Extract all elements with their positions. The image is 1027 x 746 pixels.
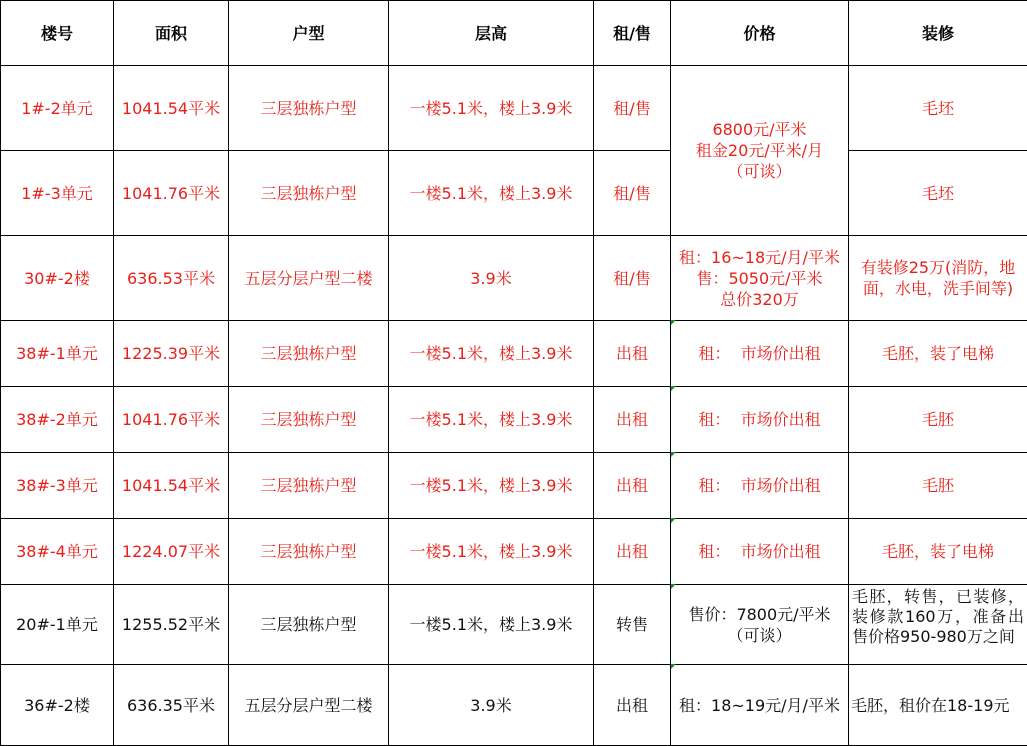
- comment-marker-icon: [671, 584, 676, 589]
- cell-height: 一楼5.1米，楼上3.9米: [389, 66, 594, 151]
- cell-mode: 出租: [594, 387, 671, 453]
- table-row: [1, 453, 1027, 519]
- header-price: 价格: [671, 1, 849, 66]
- cell-area: 1041.76平米: [114, 151, 229, 236]
- cell-decor: 毛坯: [849, 66, 1027, 151]
- cell-price: 租： 市场价出租: [671, 519, 849, 585]
- comment-marker-icon: [671, 320, 676, 325]
- header-area: 面积: [114, 1, 229, 66]
- cell-mode: 租/售: [594, 151, 671, 236]
- cell-decor: 毛胚，租价在18-19元: [849, 665, 1027, 746]
- decor-text: 毛胚，转售，已装修，装修款160万，准备出售价格950-980万之间: [852, 587, 1024, 663]
- cell-height: 一楼5.1米，楼上3.9米: [389, 321, 594, 387]
- cell-decor: [849, 585, 1027, 665]
- header-building: 楼号: [1, 1, 114, 66]
- cell-decor: 毛胚，装了电梯: [849, 519, 1027, 585]
- cell-area: 1225.39平米: [114, 321, 229, 387]
- cell-building: 38#-3单元: [1, 453, 114, 519]
- cell-building: 1#-2单元: [1, 66, 114, 151]
- cell-building: 38#-1单元: [1, 321, 114, 387]
- cell-price: 租：16~18元/月/平米 售：5050元/平米 总价320万: [671, 236, 849, 321]
- cell-area: 1041.76平米: [114, 387, 229, 453]
- cell-mode: 转售: [594, 585, 671, 665]
- table-row: [1, 387, 1027, 453]
- comment-marker-icon: [671, 664, 676, 669]
- cell-type: 三层独栋户型: [229, 66, 389, 151]
- cell-price: 售价：7800元/平米 （可谈）: [671, 585, 849, 665]
- cell-building: 1#-3单元: [1, 151, 114, 236]
- cell-mode: 出租: [594, 321, 671, 387]
- cell-height: 一楼5.1米，楼上3.9米: [389, 453, 594, 519]
- cell-area: 636.35平米: [114, 665, 229, 746]
- cell-area: 1255.52平米: [114, 585, 229, 665]
- cell-height: 一楼5.1米，楼上3.9米: [389, 519, 594, 585]
- cell-decor: 毛胚，装了电梯: [849, 321, 1027, 387]
- cell-mode: 出租: [594, 665, 671, 746]
- cell-height: 一楼5.1米，楼上3.9米: [389, 151, 594, 236]
- table-row: [1, 236, 1027, 321]
- cell-mode: 租/售: [594, 66, 671, 151]
- cell-mode: 出租: [594, 453, 671, 519]
- header-height: 层高: [389, 1, 594, 66]
- cell-height: 一楼5.1米，楼上3.9米: [389, 387, 594, 453]
- cell-building: 20#-1单元: [1, 585, 114, 665]
- cell-price: 租： 市场价出租: [671, 453, 849, 519]
- cell-building: 38#-4单元: [1, 519, 114, 585]
- cell-area: 1224.07平米: [114, 519, 229, 585]
- table-row: [1, 321, 1027, 387]
- cell-price: 租： 市场价出租: [671, 321, 849, 387]
- cell-area: 1041.54平米: [114, 66, 229, 151]
- cell-type: 三层独栋户型: [229, 519, 389, 585]
- cell-building: 36#-2楼: [1, 665, 114, 746]
- cell-building: 30#-2楼: [1, 236, 114, 321]
- cell-type: 五层分层户型二楼: [229, 236, 389, 321]
- cell-price: 租： 市场价出租: [671, 387, 849, 453]
- comment-marker-icon: [671, 518, 676, 523]
- comment-marker-icon: [671, 386, 676, 391]
- header-decor: 装修: [849, 1, 1027, 66]
- cell-building: 38#-2单元: [1, 387, 114, 453]
- cell-decor: 有装修25万(消防，地面，水电，洗手间等): [849, 236, 1027, 321]
- cell-height: 3.9米: [389, 236, 594, 321]
- cell-mode: 租/售: [594, 236, 671, 321]
- cell-decor: 毛坯: [849, 151, 1027, 236]
- cell-height: 3.9米: [389, 665, 594, 746]
- table-row: [1, 585, 1027, 665]
- cell-area: 636.53平米: [114, 236, 229, 321]
- cell-type: 三层独栋户型: [229, 387, 389, 453]
- table-row: [1, 66, 1027, 151]
- cell-price: 6800元/平米 租金20元/平米/月 （可谈）: [671, 66, 849, 236]
- cell-type: 三层独栋户型: [229, 321, 389, 387]
- cell-type: 五层分层户型二楼: [229, 665, 389, 746]
- cell-decor: 毛胚: [849, 387, 1027, 453]
- header-mode: 租/售: [594, 1, 671, 66]
- table-row: [1, 519, 1027, 585]
- table-row: [1, 151, 1027, 236]
- cell-price: 租：18~19元/月/平米: [671, 665, 849, 746]
- table-row: [1, 665, 1027, 746]
- cell-area: 1041.54平米: [114, 453, 229, 519]
- cell-type: 三层独栋户型: [229, 453, 389, 519]
- comment-marker-icon: [671, 452, 676, 457]
- cell-mode: 出租: [594, 519, 671, 585]
- cell-height: 一楼5.1米，楼上3.9米: [389, 585, 594, 665]
- header-row: [1, 1, 1027, 66]
- header-type: 户型: [229, 1, 389, 66]
- cell-type: 三层独栋户型: [229, 585, 389, 665]
- cell-type: 三层独栋户型: [229, 151, 389, 236]
- cell-decor: 毛胚: [849, 453, 1027, 519]
